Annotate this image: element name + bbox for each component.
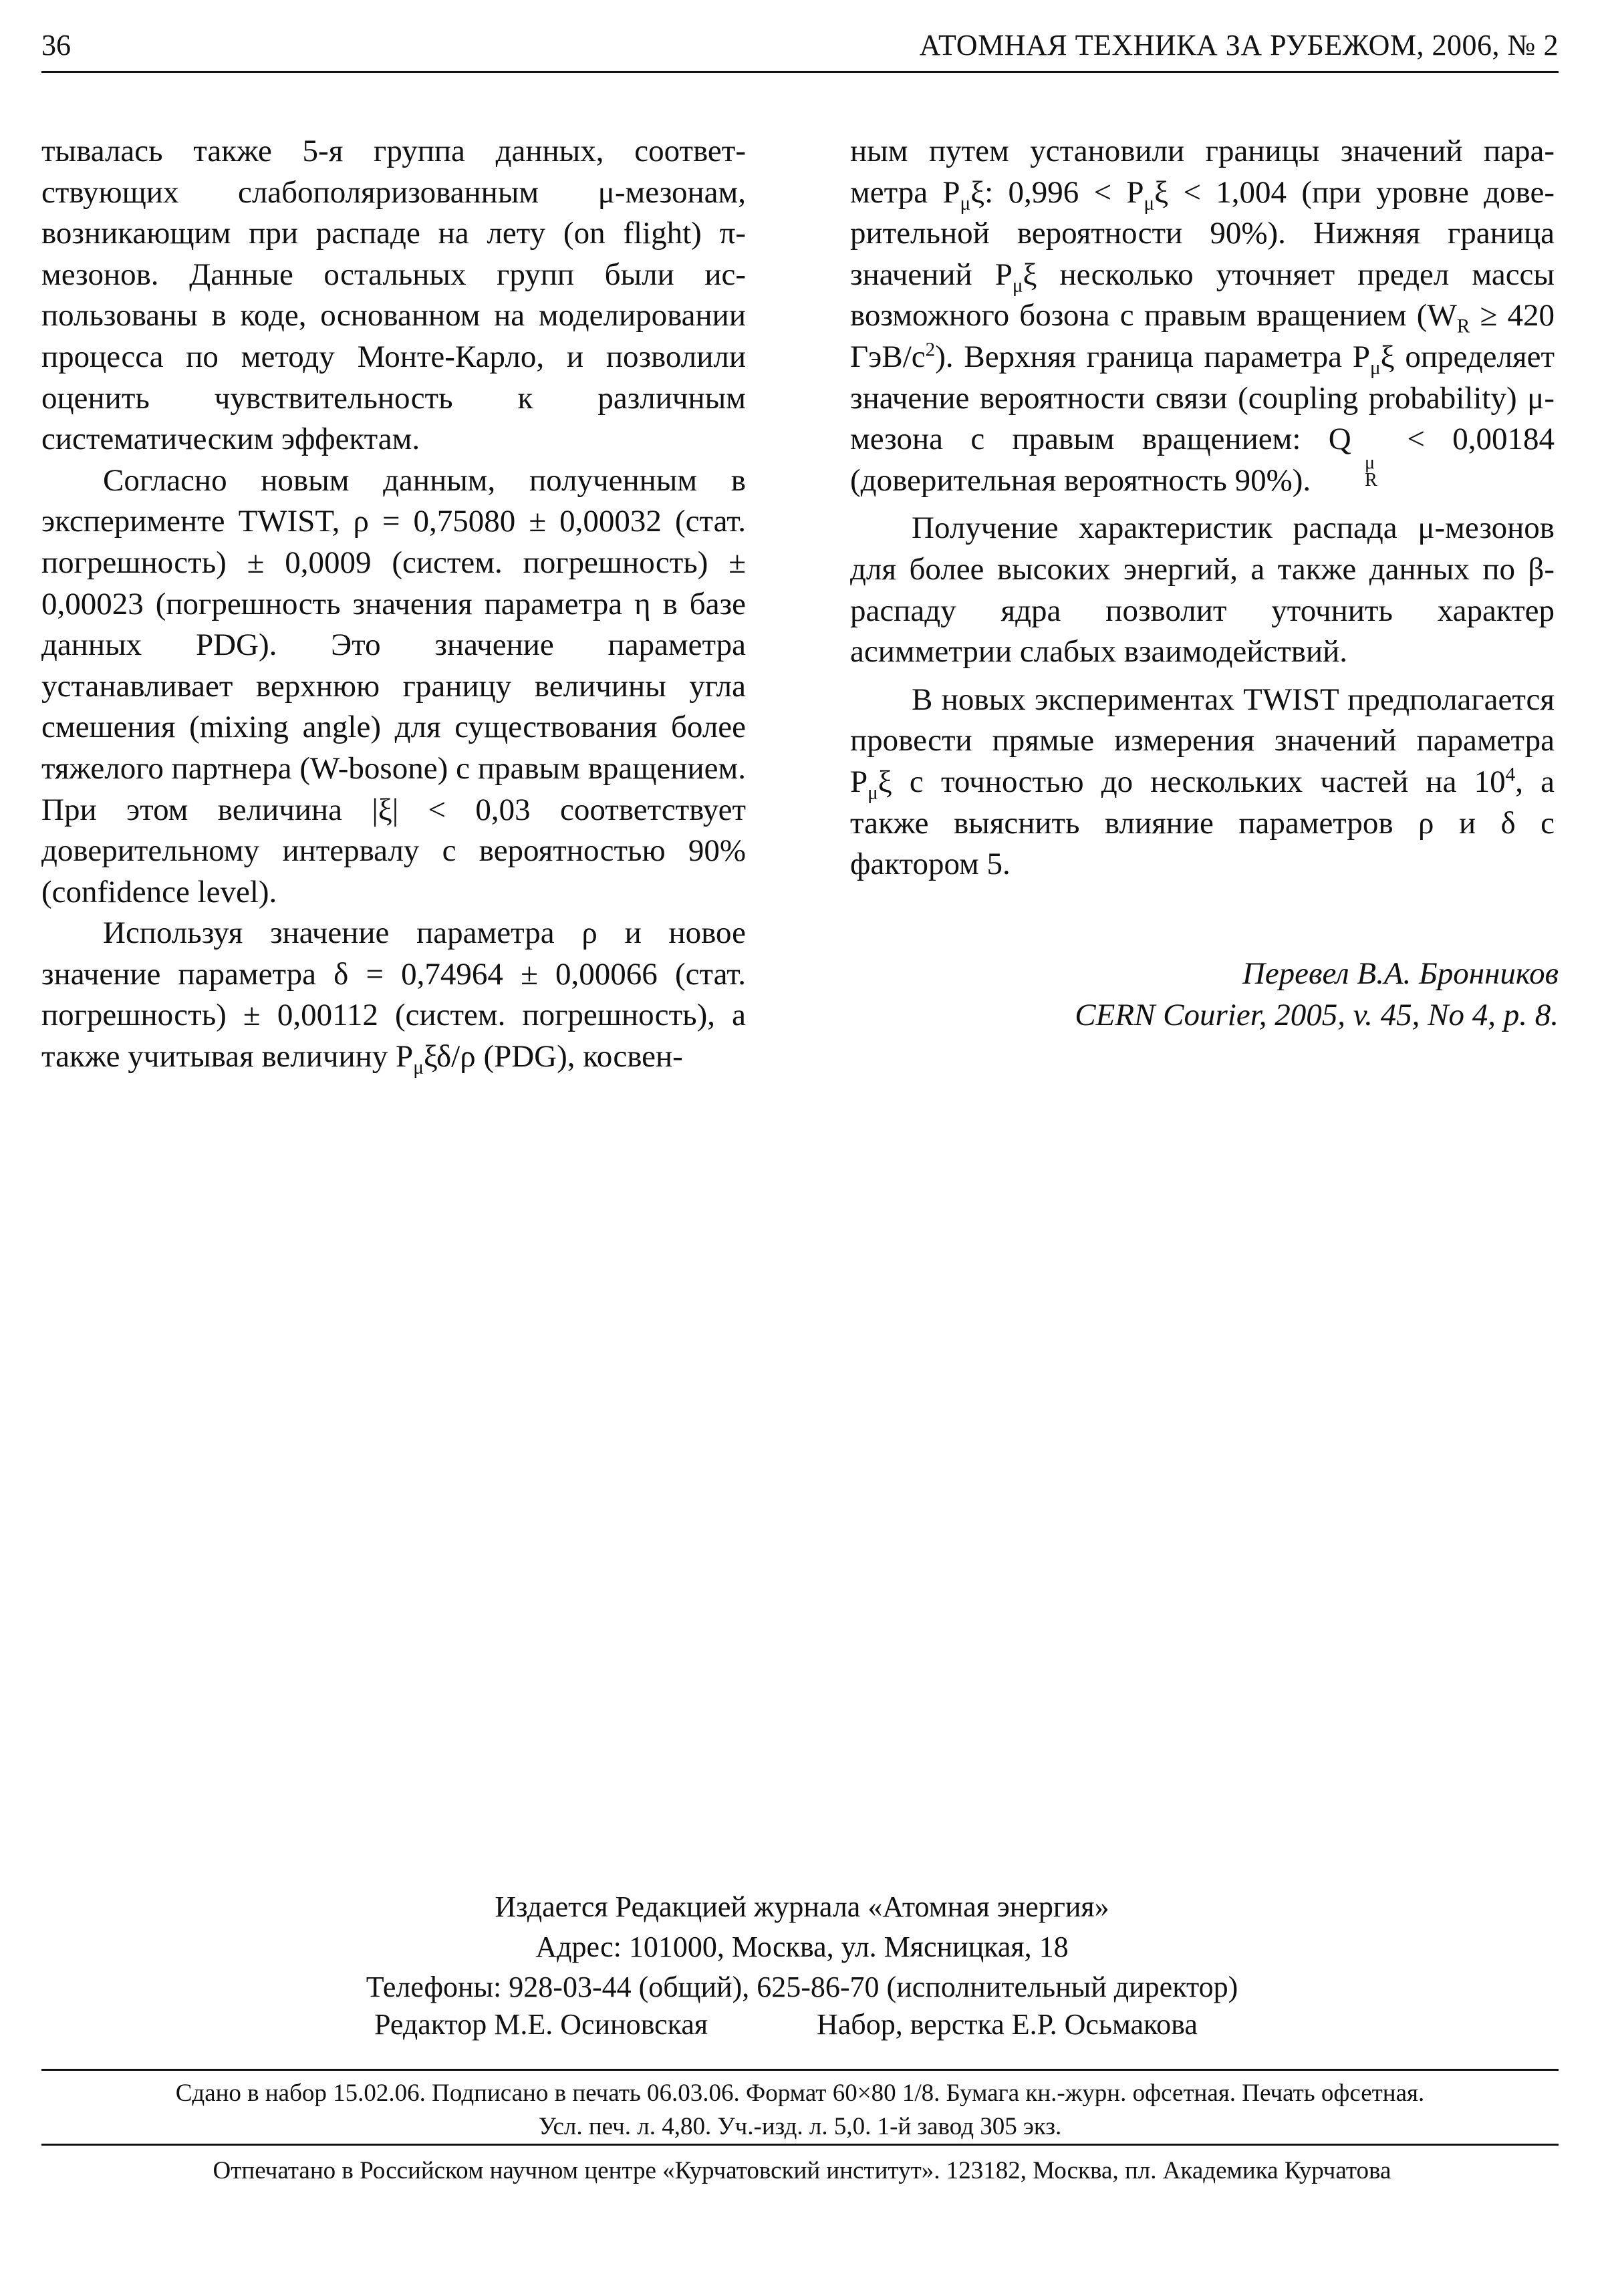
source-citation: CERN Courier, 2005, v. 45, No 4, p. 8. (1075, 998, 1559, 1032)
right-paragraph-1: ным путем установили границы значений параметра $P_\mu\xi$: $0,996 < P_\mu\xi < 1,004$ (при уровне доверительной вероятности 90%). Нижняя граница значений $P_\mu\xi$ несколько уточняет предел массы возможного бозона с правым вращением ($W_R \ge 420$ ГэВ/$с^2$). Верхняя граница параметра $P_\mu\xi$ определяет значение вероятности связи (coupling probability) μ-мезона с правым вращением: Q μ R < 0,00184 (доверительная вероятность 90%). (850, 134, 1555, 498)
phones: Телефоны: 928-03-44 (общий), 625-86-70 (исполнительный директор) (366, 1971, 1238, 2003)
translation-signature (1075, 953, 1559, 1036)
print-info: Сдано в набор 15.02.06. Подписано в печать 06.03.06. Формат 60×80 1/8. Бумага кн.-журн. офсетная. Печать офсетная. Усл. печ. л. 4,80. Уч.-изд. л. 5,0. 1-й завод 305 экз. (175, 2079, 1425, 2140)
publisher: Издается Редакцией журнала «Атомная энергия» (495, 1890, 1109, 1923)
left-paragraph-2: Согласно новым данным, полученным в эксперименте TWIST, ρ = 0,75080 ± 0,00032 (стат. погрешность) ± 0,0009 (систем. погрешность) ± 0,00023 (погрешность значения параметра η в базе данных PDG). Это значение параметра устанавливает верхнюю границу величины угла смешения (mixing angle) для существования более тяжелого партнера (W-bosone) с правым вращением. При этом величина |ξ| < 0,03 соответствует доверительному интервалу с вероятностью 90% (confidence level). (41, 462, 746, 909)
left-paragraph-1: тывалась также 5-я группа данных, соответствующих слабополяризованным μ-мезонам, возникающим при распаде на лету (on flight) π-мезонов. Данные остальных групп были использованы в коде, основанном на моделировании процесса по методу Монте-Карло, и позволили оценить чувствительность к различным систематическим эффектам. (41, 134, 746, 457)
editor: Редактор М.Е. Осиновская (374, 2008, 708, 2041)
left-paragraph-3: Используя значение параметра ρ и новое значение параметра δ = 0,74964 ± 0,00066 (стат. погрешность) ± 0,00112 (систем. погрешность), а также учитывая величину $P_\mu\xi\delta/\rho$ (PDG), косвен- (41, 915, 746, 1079)
right-paragraph-3: В новых экспериментах TWIST предполагается провести прямые измерения значений параметра $P_\mu\xi$ с точностью до нескольких частей на $10^4$, а также выяснить влияние параметров ρ и δ с фактором 5. (850, 682, 1555, 882)
right-paragraph-2: Получение характеристик распада μ-мезонов для более высоких энергий, а также данных по β-распаду ядра позволит уточнить характер асимметрии слабых взаимодействий. (850, 511, 1555, 670)
typesetting: Набор, верстка Е.Р. Осьмакова (817, 2008, 1198, 2041)
page-number: 36 (41, 29, 71, 61)
imprint (0, 1887, 1604, 2007)
left-column (41, 131, 746, 1078)
imprint-rule-top (41, 2069, 1559, 2071)
address: Адрес: 101000, Москва, ул. Мясницкая, 18 (535, 1930, 1069, 1963)
running-head: АТОМНАЯ ТЕХНИКА ЗА РУБЕЖОМ, 2006, № 2 (919, 29, 1559, 61)
right-column (850, 131, 1555, 885)
header-rule (41, 71, 1559, 73)
printed-at: Отпечатано в Российском научном центре «Курчатовский институт». 123182, Москва, пл. Академика Курчатова (213, 2157, 1391, 2184)
translator: Перевел В.А. Бронников (1242, 956, 1559, 991)
imprint-rule-bottom (41, 2144, 1559, 2146)
